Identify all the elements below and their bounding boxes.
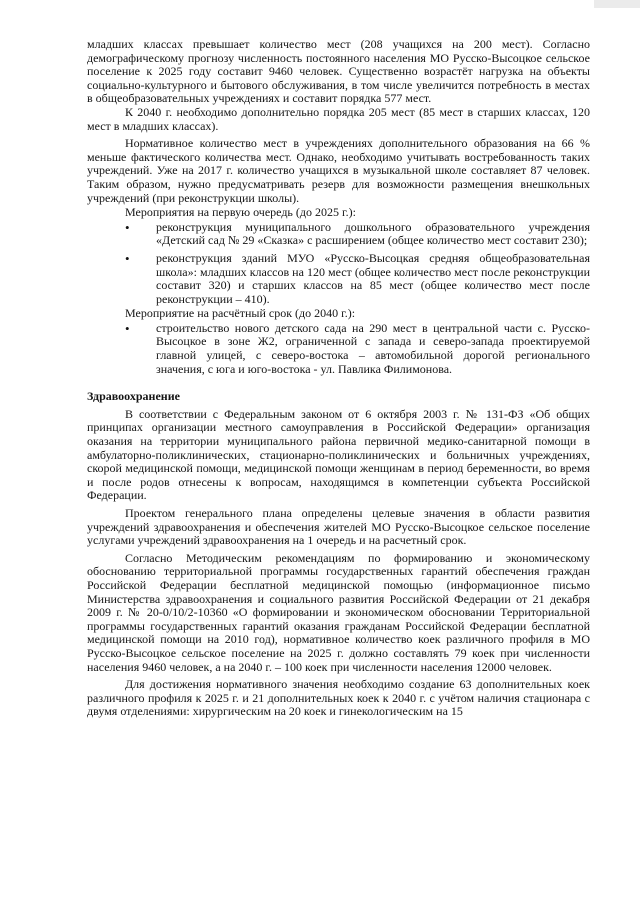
paragraph-health-targets: Проектом генерального плана определены целевые значения в области развития учреждений здравоохранения и обеспечения жителей МО Русско-Высоцкое сельское поселение услугами учреждений здравоохранения на 1 очередь и на расчетный срок. bbox=[87, 506, 590, 548]
list-item bbox=[87, 252, 590, 306]
bullet-icon: • bbox=[125, 320, 130, 336]
section-heading-healthcare: Здравоохранение bbox=[87, 389, 180, 404]
paragraph-health-norms: Согласно Методическим рекомендациям по формированию и экономическому обоснованию территориальной программы государственных гарантий обеспечения граждан Российской Федерации бесплатной медицинской помощью (информационное письмо Министерства здравоохранения и социального развития Российской Федерации от 21 декабря 2009 г. № 20-0/10/2-10360 «О формировании и экономическом обосновании Территориальной программы государственных гарантий оказания гражданам Российской Федерации бесплатной медицинской помощи на 2010 год), нормативное количество коек различного профиля в МО Русско-Высоцкое сельское поселение на 2025 г. должно составлять 79 коек при численности населения 9460 человек, а на 2040 г. – 100 коек при численности населения 12000 человек. bbox=[87, 550, 590, 674]
scan-corner-mark bbox=[594, 0, 640, 8]
first-stage-title: Мероприятия на первую очередь (до 2025 г.): bbox=[125, 205, 356, 220]
calc-stage-title: Мероприятие на расчётный срок (до 2040 г.): bbox=[125, 306, 356, 321]
paragraph-health-law: В соответствии с Федеральным законом от 6 октября 2003 г. № 131-ФЗ «Об общих принципах организации местного самоуправления в Российской Федерации» организация оказания на территории муниципального района первичной медико-санитарной помощи в амбулаторно-поликлинических, стационарно-поликлинических и больничных учреждениях, скорой медицинской помощи, медицинской помощи женщинам в период беременности, во время и после родов отнесены к вопросам, находящимся в компетенции субъекта Российской Федерации. bbox=[87, 406, 590, 503]
list-item bbox=[87, 322, 590, 376]
bullet-icon: • bbox=[125, 219, 130, 235]
paragraph-continuation: младших классах превышает количество мест (208 учащихся на 200 мест). Согласно демографическому прогнозу численность постоянного населения МО Русско-Высоцкое сельское поселение к 2025 году составит 9460 человек. Существенно возрастёт нагрузка на объекты социально-культурного и бытового обслуживания, в том числе увеличится потребность в местах в общеобразовательных учреждениях и составит порядка 577 мест. bbox=[87, 37, 590, 106]
document-body bbox=[87, 38, 590, 719]
list-item-text: реконструкция зданий МУО «Русско-Высоцкая средняя общеобразовательная школа»: младших классов на 120 мест (общее количество мест после реконструкции составит 320) и старших классов на 85 мест (общее количество мест после реконструкции – 410). bbox=[156, 250, 590, 306]
list-item-text: строительство нового детского сада на 290 мест в центральной части с. Русско-Высоцкое в зоне Ж2, ограниченной с запада и северо-запада проектируемой главной улицей, с северо-востока – автомобильной дорогой регионального значения, с юга и юго-востока - ул. Павлика Филимонова. bbox=[156, 320, 590, 376]
paragraph-additional-education: Нормативное количество мест в учреждениях дополнительного образования на 66 % меньше фактического количества мест. Однако, необходимо учитывать востребованность таких учреждений. Уже на 2017 г. количество учащихся в музыкальной школе составляет 87 человек. Таким образом, нужно предусматривать резерв для возможности размещения внешкольных учреждений (при реконструкции школы). bbox=[87, 136, 590, 205]
paragraph-2040-places: К 2040 г. необходимо дополнительно порядка 205 мест (85 мест в старших классах, 120 мест в младших классах). bbox=[87, 104, 590, 133]
list-item-text: реконструкция муниципального дошкольного образовательного учреждения «Детский сад № 29 «Сказка» с расширением (общее количество мест составит 230); bbox=[156, 219, 590, 248]
paragraph-health-beds: Для достижения нормативного значения необходимо создание 63 дополнительных коек различного профиля к 2025 г. и 21 дополнительных коек к 2040 г. с учётом наличия стационара с двумя отделениями: хирургическим на 20 коек и гинекологическим на 15 bbox=[87, 677, 590, 719]
bullet-icon: • bbox=[125, 250, 130, 266]
list-item bbox=[87, 221, 590, 248]
